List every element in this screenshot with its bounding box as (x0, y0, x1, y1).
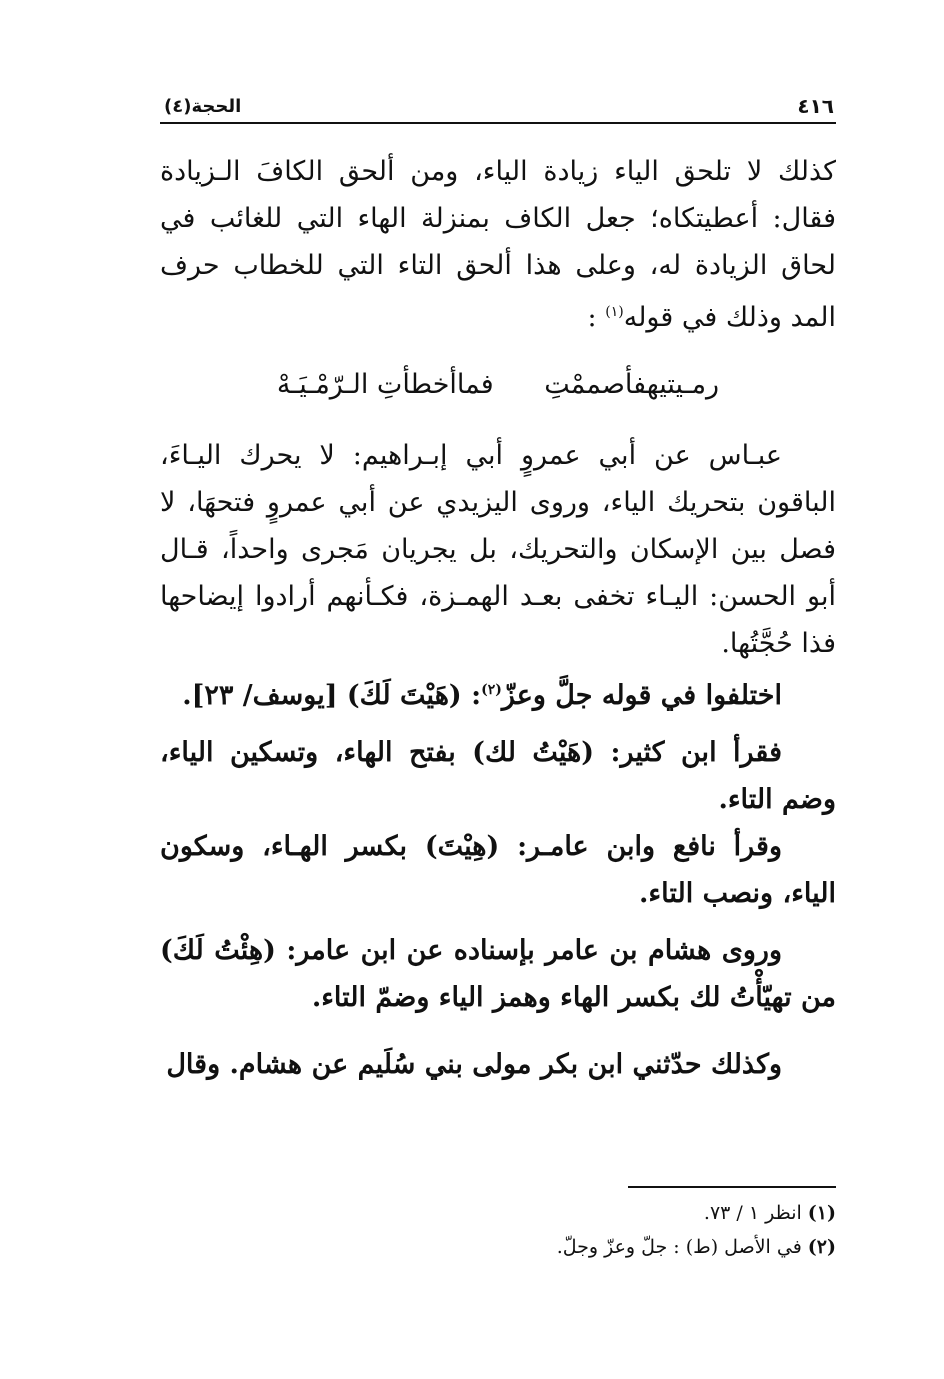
footnote-ref-1: (١) (605, 304, 624, 320)
main-text (160, 148, 836, 1088)
footnote-ref-2: (٢) (481, 682, 502, 698)
footnote-2-number: (٢) (807, 1236, 836, 1258)
footnote-2-text: في الأصل (ط) : جلّ وعزّ وجلّ. (556, 1236, 802, 1258)
paragraph-7: وكذلك حدّثني ابن بكر مولى بني سُلَيم عن هشام. وقال (166, 1049, 782, 1080)
footnote-divider (628, 1186, 836, 1188)
verse-hemistich-right: رمـيتيهفأصممْتِ (544, 369, 720, 400)
paragraph-1 (160, 148, 836, 341)
document-page (160, 88, 836, 1288)
footnote-1-number: (١) (807, 1202, 836, 1224)
paragraph-5: وقرأ نافع وابن عامـر: (هِيْتَ) بكسر الهـاء، وسكون الياء، ونصب التاء. (160, 831, 836, 909)
footnote-1-text: انظر ١ / ٧٣. (703, 1202, 802, 1224)
page-number: ٤١٦ (797, 94, 834, 118)
poetry-verse (160, 361, 836, 408)
paragraph-3-tail: : (هَيْتَ لَكَ) [يوسف/ ٢٣]. (182, 680, 482, 711)
footnotes (160, 1196, 836, 1264)
running-title: الحجة(٤) (164, 96, 242, 117)
footnote-2 (160, 1230, 836, 1264)
footnote-1 (160, 1196, 836, 1230)
paragraph-4: فقرأ ابن كثير: (هَيْتُ لك) بفتح الهاء، وتسكين الياء، وضم التاء. (160, 737, 836, 815)
paragraph-1-tail: : (587, 302, 597, 333)
paragraph-3 (160, 667, 836, 719)
page-header (160, 88, 836, 124)
verse-hemistich-left: فماأخطأتِ الـرّمْـيَـهْ (276, 369, 494, 400)
paragraph-2: عبـاس عن أبي عمروٍ أبي إبـراهيم: لا يحرك اليـاءَ، الباقون بتحريك الياء، وروى اليزيدي عن أبي عمروٍ فتحهَا، لا فصل بين الإسكان والتحريك، بل يجريان مَجرى واحداً، قـال أبو الحسن: اليـاء تخفى بعـد الهمـزة، فكـأنهم أرادوا إيضاحها فذا حُجَّتُها. (160, 440, 836, 659)
paragraph-3-text: اختلفوا في قوله جلَّ وعزّ (501, 680, 782, 711)
paragraph-6: وروى هشام بن عامر بإسناده عن ابن عامر: (هِئْتُ لَكَ) من تهيّأْتُ لك بكسر الهاء وهمز الياء وضمّ التاء. (160, 935, 836, 1013)
paragraph-1-text: كذلك لا تلحق الياء زيادة الياء، ومن ألحق الكافَ الـزيادة فقال: أعطيتكاه؛ جعل الكاف بمنزلة الهاء التي للغائب في لحاق الزيادة له، وعلى هذا ألحق التاء التي للخطاب حرف المد وذلك في قوله (160, 156, 836, 333)
